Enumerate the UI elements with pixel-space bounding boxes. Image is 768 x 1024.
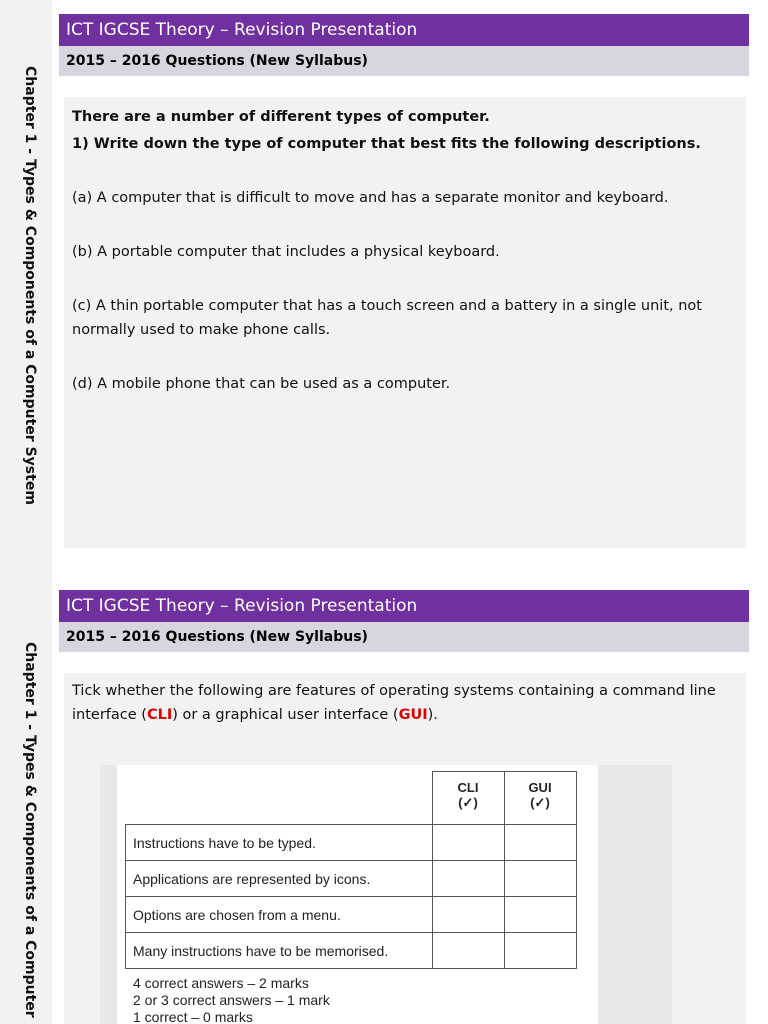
tick-cell-gui[interactable] bbox=[504, 825, 576, 861]
chapter-side-label: Chapter 1 - Types & Components of a Computer bbox=[22, 642, 38, 1018]
cli-gui-table bbox=[125, 771, 577, 969]
tick-cell-gui[interactable] bbox=[504, 933, 576, 969]
slide-2 bbox=[0, 576, 768, 1024]
table-row-label: Applications are represented by icons. bbox=[126, 861, 433, 897]
header-gui: GUI (✓) bbox=[504, 772, 576, 825]
question-box bbox=[64, 97, 746, 548]
mark-line: 4 correct answers – 2 marks bbox=[133, 975, 309, 991]
table-row-label: Options are chosen from a menu. bbox=[126, 897, 433, 933]
tick-cell-gui[interactable] bbox=[504, 861, 576, 897]
tick-cell-cli[interactable] bbox=[432, 897, 504, 933]
tick-cell-gui[interactable] bbox=[504, 897, 576, 933]
header-cli: CLI (✓) bbox=[432, 772, 504, 825]
slide-subtitle: 2015 – 2016 Questions (New Syllabus) bbox=[59, 622, 749, 652]
slide-title: ICT IGCSE Theory – Revision Presentation bbox=[59, 14, 749, 46]
gui-highlight: GUI bbox=[398, 707, 428, 723]
question-item-a: (a) A computer that is difficult to move and has a separate monitor and keyboard. bbox=[72, 190, 669, 206]
instruction-text: Tick whether the following are features of operating systems containing a command line interface (CLI) or a graphical user interface (GUI). bbox=[72, 683, 716, 723]
question-item-d: (d) A mobile phone that can be used as a computer. bbox=[72, 376, 451, 392]
table-row-label: Many instructions have to be memorised. bbox=[126, 933, 433, 969]
question-text: 1) Write down the type of computer that best fits the following descriptions. bbox=[72, 136, 701, 152]
mark-line: 1 correct – 0 marks bbox=[133, 1009, 253, 1024]
cli-highlight: CLI bbox=[146, 707, 173, 723]
mark-line: 2 or 3 correct answers – 1 mark bbox=[133, 992, 330, 1008]
tick-cell-cli[interactable] bbox=[432, 825, 504, 861]
mark-scheme bbox=[133, 975, 330, 1024]
slide-subtitle: 2015 – 2016 Questions (New Syllabus) bbox=[59, 46, 749, 76]
tick-cell-cli[interactable] bbox=[432, 861, 504, 897]
intro-text: There are a number of different types of computer. bbox=[72, 109, 490, 125]
question-image bbox=[100, 765, 672, 1024]
chapter-side-label: Chapter 1 - Types & Components of a Computer System bbox=[22, 66, 38, 505]
slide-title: ICT IGCSE Theory – Revision Presentation bbox=[59, 590, 749, 622]
question-item-c: (c) A thin portable computer that has a touch screen and a battery in a single unit, not normally used to make phone calls. bbox=[72, 298, 702, 338]
tick-cell-cli[interactable] bbox=[432, 933, 504, 969]
table-row-label: Instructions have to be typed. bbox=[126, 825, 433, 861]
question-item-b: (b) A portable computer that includes a physical keyboard. bbox=[72, 244, 500, 260]
question-image-inner bbox=[117, 765, 598, 1024]
